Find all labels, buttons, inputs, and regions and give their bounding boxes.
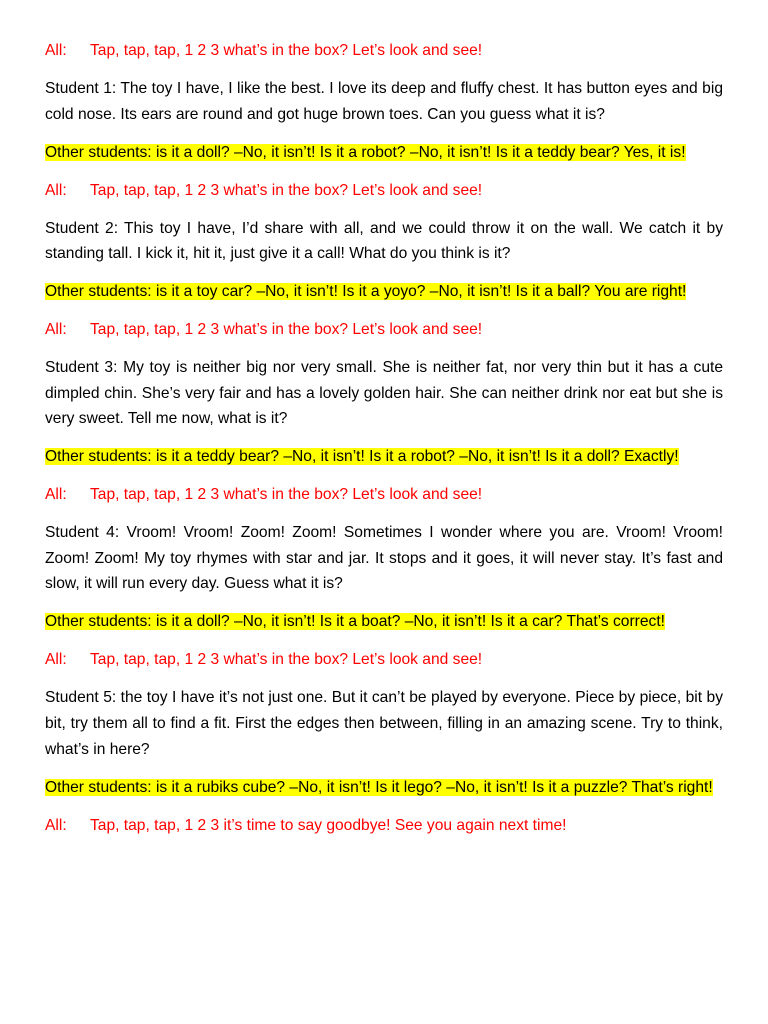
student-2-verse: Student 2: This toy I have, I’d share with all, and we could throw it on the wall. We catch it by standing tall. I kick it, hit it, just give it a call! What do you think is it?: [45, 219, 723, 263]
chorus-text: Tap, tap, tap, 1 2 3 what’s in the box? Let’s look and see!: [90, 486, 483, 504]
other-students-reply-5: [45, 775, 723, 801]
chorus-text: Tap, tap, tap, 1 2 3 what’s in the box? Let’s look and see!: [90, 651, 483, 669]
other-students-reply-3: [45, 444, 723, 470]
highlighted-reply-text: Other students: is it a teddy bear? –No, it isn’t! Is it a robot? –No, it isn’t! Is it a doll? Exactly!: [45, 448, 679, 466]
chorus-text: Tap, tap, tap, 1 2 3 what’s in the box? Let’s look and see!: [90, 181, 483, 199]
highlighted-reply-text: Other students: is it a doll? –No, it isn’t! Is it a robot? –No, it isn’t! Is it a teddy bear? Yes, it is!: [45, 143, 686, 161]
chorus-text: Tap, tap, tap, 1 2 3 what’s in the box? Let’s look and see!: [90, 321, 483, 339]
chorus-line-3: [45, 317, 723, 343]
chorus-label: All:: [45, 42, 67, 59]
closing-text: Tap, tap, tap, 1 2 3 it’s time to say goodbye! See you again next time!: [90, 816, 567, 834]
closing-line: [45, 813, 723, 839]
chorus-line-4: [45, 482, 723, 508]
student-1-verse: Student 1: The toy I have, I like the best. I love its deep and fluffy chest. It has button eyes and big cold nose. Its ears are round and got huge brown toes. Can you guess what it is?: [45, 79, 723, 123]
chorus-label: All:: [45, 321, 67, 339]
chorus-line-5: [45, 647, 723, 673]
other-students-reply-4: [45, 609, 723, 635]
student-4-verse: Student 4: Vroom! Vroom! Zoom! Zoom! Sometimes I wonder where you are. Vroom! Vroom! Zoom! Zoom! My toy rhymes with star and jar. It stops and it goes, it will never stay. It’s fast and slow, it will run every day. Guess what it is?: [45, 524, 723, 593]
highlighted-reply-text: Other students: is it a doll? –No, it isn’t! Is it a boat? –No, it isn’t! Is it a car? That’s correct!: [45, 613, 665, 631]
chorus-line-2: [45, 178, 723, 204]
other-students-reply-1: [45, 140, 723, 166]
chorus-label: All:: [45, 181, 67, 199]
other-students-reply-2: [45, 279, 723, 305]
chorus-label: All:: [45, 651, 67, 669]
song-document: [45, 38, 723, 838]
student-3-verse: Student 3: My toy is neither big nor very small. She is neither fat, nor very thin but it has a cute dimpled chin. She’s very fair and has a lovely golden hair. She can neither drink nor eat but she is very sweet. Tell me now, what is it?: [45, 359, 723, 428]
highlighted-reply-text: Other students: is it a rubiks cube? –No, it isn’t! Is it lego? –No, it isn’t! Is it a puzzle? That’s right!: [45, 778, 713, 796]
chorus-text: Tap, tap, tap, 1 2 3 what’s in the box? Let’s look and see!: [90, 42, 483, 59]
chorus-label: All:: [45, 486, 67, 504]
chorus-line-1: [45, 38, 723, 64]
student-5-verse: Student 5: the toy I have it’s not just one. But it can’t be played by everyone. Piece by piece, bit by bit, try them all to find a fit. First the edges then between, filling in an amazing scene. Try to think, what’s in here?: [45, 689, 723, 758]
chorus-label: All:: [45, 816, 67, 834]
highlighted-reply-text: Other students: is it a toy car? –No, it isn’t! Is it a yoyo? –No, it isn’t! Is it a ball? You are right!: [45, 283, 687, 301]
